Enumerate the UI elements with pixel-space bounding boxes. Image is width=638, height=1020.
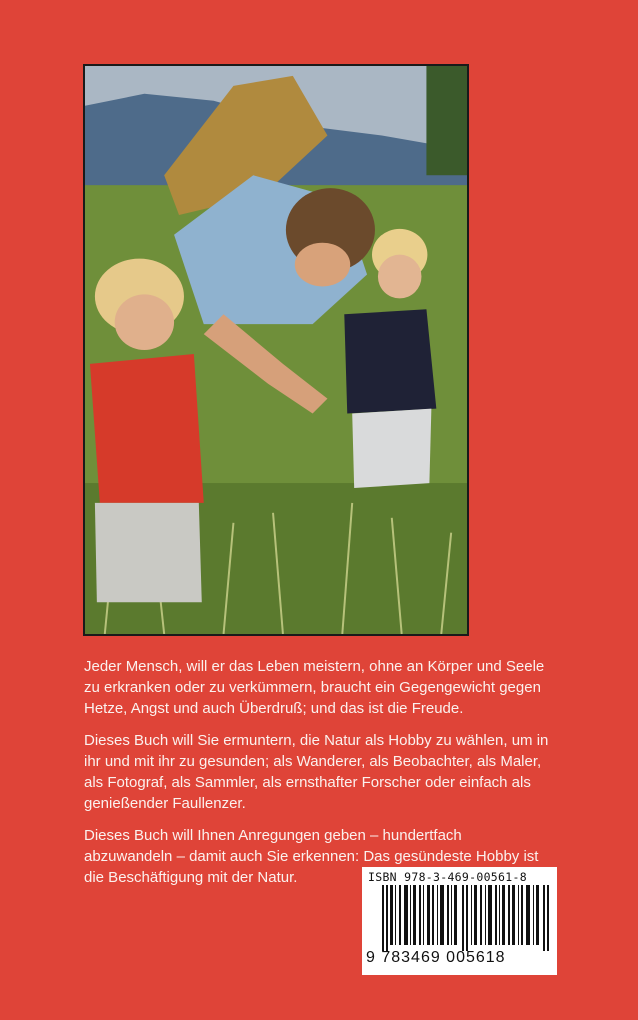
blurb-paragraph-3: Dieses Buch will Ihnen Anregungen geben – hundertfach abzuwandeln – damit auch Sie erkennen: Das gesündeste Hobby ist die Beschäftigung mit der Natur. bbox=[84, 827, 539, 886]
isbn-barcode bbox=[362, 867, 557, 975]
ean-number: 9 783469 005618 bbox=[366, 949, 506, 966]
blurb-paragraph-1: Jeder Mensch, will er das Leben meistern, ohne an Körper und Seele zu erkranken oder zu verkümmern, braucht ein Gegengewicht gegen Hetze, Angst und auch Überdruß; und das ist die Freude. bbox=[84, 658, 545, 717]
family-nature-photo-illustration bbox=[85, 66, 467, 634]
isbn-label: ISBN 978-3-469-00561-8 bbox=[368, 870, 527, 884]
cover-photo bbox=[83, 64, 469, 636]
back-cover-blurb bbox=[84, 656, 554, 899]
barcode-bars-icon bbox=[382, 885, 552, 951]
blurb-paragraph-2: Dieses Buch will Sie ermuntern, die Natur als Hobby zu wählen, um in ihr und mit ihr zu gesunden; als Wanderer, als Beobachter, als Maler, als Fotograf, als Sammler, als ernsthafter Forscher oder einfach als genießender Faullenzer. bbox=[84, 732, 549, 812]
